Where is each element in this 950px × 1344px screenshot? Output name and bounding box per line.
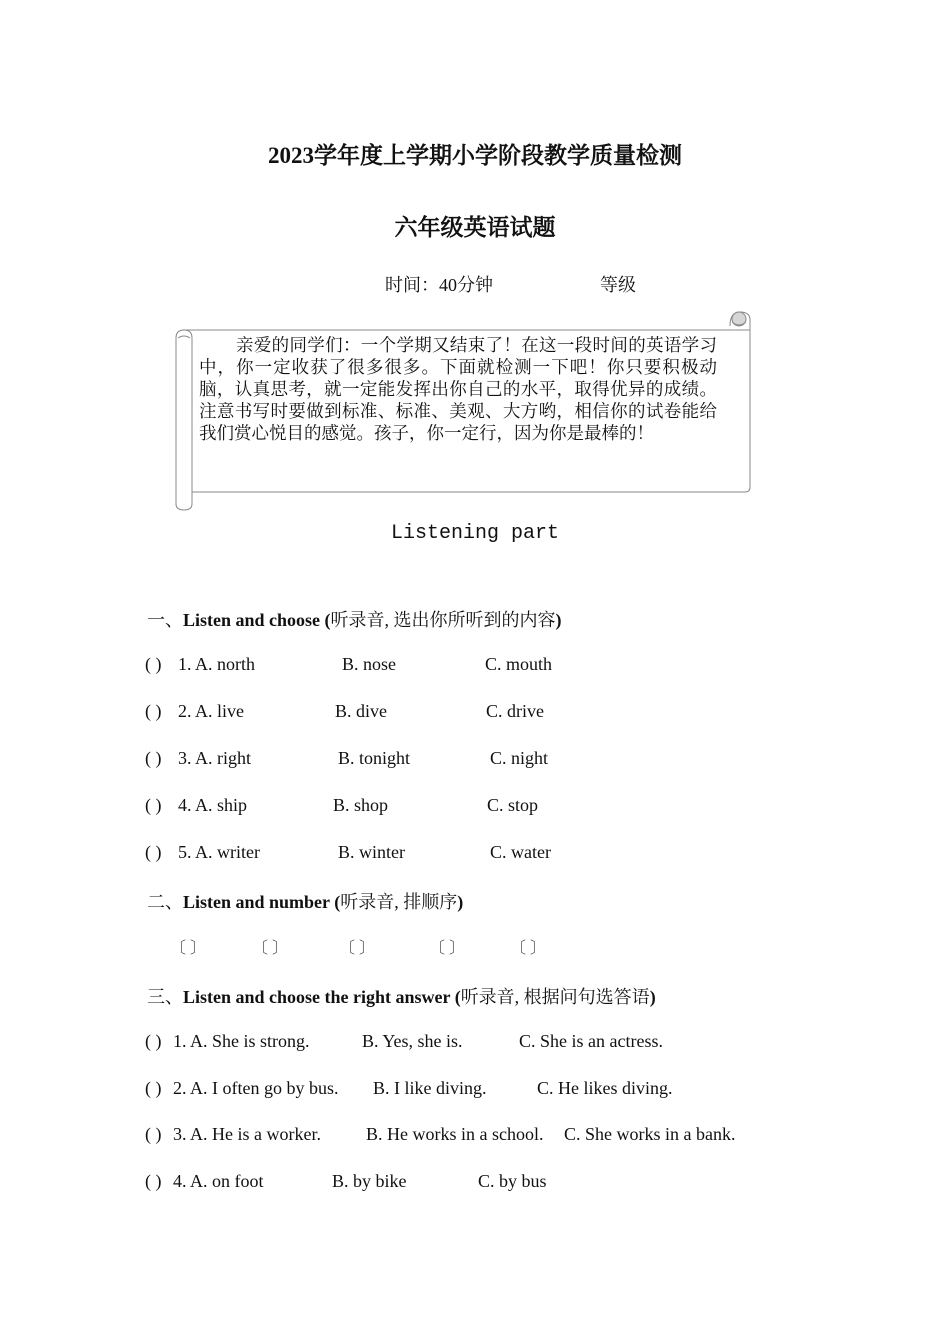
section-paren-open: ( xyxy=(329,892,341,912)
answer-blank[interactable]: ( ) xyxy=(145,654,162,674)
answer-blank[interactable]: ( ) xyxy=(145,842,162,862)
number-blank[interactable]: 〔 〕 xyxy=(429,940,466,957)
option-a: 5. A. writer xyxy=(178,842,260,862)
section-3-heading xyxy=(147,983,656,1009)
option-a: 3. A. right xyxy=(178,748,252,768)
answer-blank[interactable]: ( ) xyxy=(145,701,162,721)
option-a: 1. A. north xyxy=(178,654,256,674)
option-c: C. She works in a bank. xyxy=(564,1124,736,1144)
section-title-cn: 听录音, 选出你所听到的内容 xyxy=(330,610,556,630)
option-b: B. tonight xyxy=(338,748,411,768)
section-paren-open: ( xyxy=(450,987,461,1007)
option-a: 2. A. I often go by bus. xyxy=(173,1078,339,1098)
option-c: C. She is an actress. xyxy=(519,1031,663,1051)
option-c: C. night xyxy=(490,748,549,768)
option-b: B. He works in a school. xyxy=(366,1124,544,1144)
option-a: 2. A. live xyxy=(178,701,244,721)
section-number: 三、 xyxy=(147,987,183,1007)
option-b: B. shop xyxy=(333,795,389,815)
number-blank[interactable]: 〔 〕 xyxy=(339,940,376,957)
section-paren-open: ( xyxy=(320,610,331,630)
option-c: C. drive xyxy=(486,701,544,721)
option-a: 1. A. She is strong. xyxy=(173,1031,310,1051)
exam-subtitle: 六年级英语试题 xyxy=(394,215,556,240)
option-b: B. I like diving. xyxy=(373,1078,487,1098)
option-b: B. nose xyxy=(342,654,396,674)
section-paren-close: ) xyxy=(555,610,562,630)
section-title-cn: 听录音, 排顺序 xyxy=(340,892,458,912)
option-c: C. stop xyxy=(487,795,539,815)
answer-blank[interactable]: ( ) xyxy=(145,1124,162,1144)
option-c: C. He likes diving. xyxy=(537,1078,673,1098)
section-paren-close: ) xyxy=(649,987,656,1007)
option-b: B. Yes, she is. xyxy=(362,1031,463,1051)
answer-blank[interactable]: ( ) xyxy=(145,1031,162,1051)
section-paren-close: ) xyxy=(457,892,464,912)
answer-blank[interactable]: ( ) xyxy=(145,748,162,768)
option-c: C. water xyxy=(490,842,551,862)
option-a: 4. A. ship xyxy=(178,795,248,815)
section-title-en: Listen and choose xyxy=(183,610,321,630)
section-2-heading xyxy=(147,888,463,914)
option-b: B. dive xyxy=(335,701,387,721)
time-label: 时间：40分钟 xyxy=(385,275,493,295)
section-1-heading xyxy=(147,606,562,632)
section-title-en: Listen and number xyxy=(183,892,330,912)
option-c: C. mouth xyxy=(485,654,553,674)
option-b: B. by bike xyxy=(332,1171,407,1191)
option-a: 4. A. on foot xyxy=(173,1171,264,1191)
section-number: 二、 xyxy=(147,892,183,912)
number-blank[interactable]: 〔 〕 xyxy=(252,940,289,957)
option-b: B. winter xyxy=(338,842,405,862)
answer-blank[interactable]: ( ) xyxy=(145,1171,162,1191)
grade-label: 等级 xyxy=(600,275,636,295)
answer-blank[interactable]: ( ) xyxy=(145,1078,162,1098)
scroll-message: 亲爱的同学们：一个学期又结束了！在这一段时间的英语学习中，你一定收获了很多很多。下面就检测一下吧！你只要积极动脑，认真思考，就一定能发挥出你自己的水平，取得优异的成绩。注意书写时要做到标准、标准、美观、大方哟，相信你的试卷能给我们赏心悦目的感觉。孩子，你一定行，因为你是最棒的！ xyxy=(199,335,717,443)
number-blank[interactable]: 〔 〕 xyxy=(170,940,207,957)
section-number: 一、 xyxy=(147,610,183,630)
option-c: C. by bus xyxy=(478,1171,547,1191)
section-title-en: Listen and choose the right answer xyxy=(183,987,451,1007)
option-a: 3. A. He is a worker. xyxy=(173,1124,321,1144)
number-blank[interactable]: 〔 〕 xyxy=(510,940,547,957)
answer-blank[interactable]: ( ) xyxy=(145,795,162,815)
section-title-cn: 听录音, 根据问句选答语 xyxy=(460,987,650,1007)
listening-part-title: Listening part xyxy=(390,522,560,545)
exam-title: 2023学年度上学期小学阶段教学质量检测 xyxy=(268,143,682,168)
